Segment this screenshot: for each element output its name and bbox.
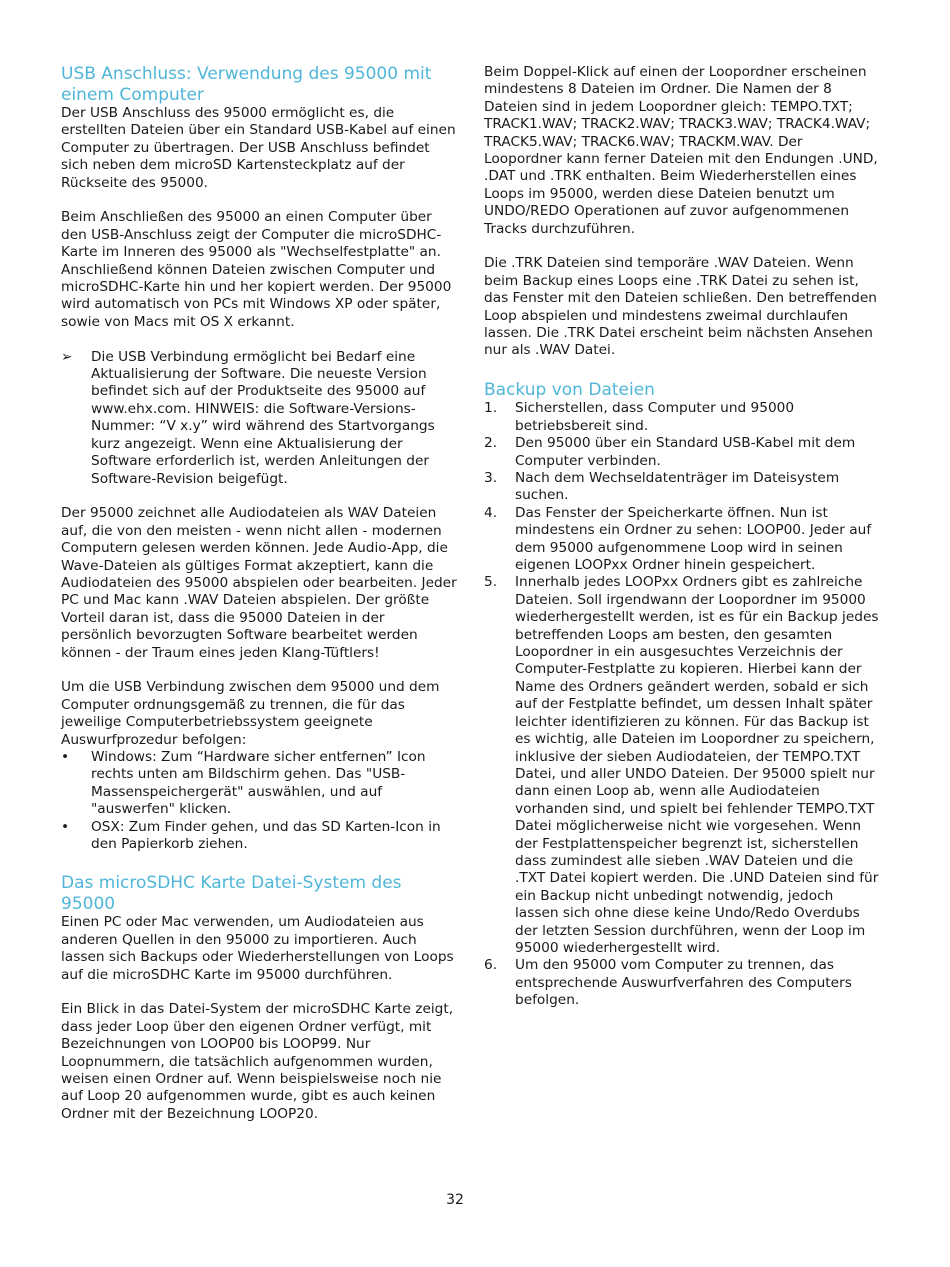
- usb-paragraph-2: Beim Anschließen des 95000 an einen Computer über den USB-Anschluss zeigt der Computer die microSDHC-Karte im Inneren des 95000 als "Wechselfestplatte" an. Anschließend können Dateien zwischen Computer und microSDHC-Karte hin und her kopiert werden. Der 95000 wird automatisch von PCs mit Windows XP oder später, sowie von Macs mit OS X erkannt.: [61, 209, 452, 330]
- backup-heading: Backup von Dateien: [484, 379, 655, 400]
- backup-step: [484, 957, 880, 1009]
- eject-item-text: OSX: Zum Finder gehen, und das SD Karten-Icon in den Papierkorb ziehen.: [91, 818, 441, 852]
- backup-step: [484, 435, 880, 470]
- step-text: Den 95000 über ein Standard USB-Kabel mit dem Computer verbinden.: [515, 435, 856, 469]
- step-number: 4.: [484, 504, 498, 521]
- usb-paragraph-4: Um die USB Verbindung zwischen dem 95000 und dem Computer ordnungsgemäß zu trennen, die für das jeweilige Computerbetriebssystem geeignete Auswurfprozedur befolgen:: [61, 679, 440, 748]
- page-number: 32: [446, 1192, 464, 1208]
- eject-item-windows: [61, 749, 457, 819]
- eject-list: [61, 749, 457, 853]
- backup-steps-list: [484, 400, 880, 1009]
- step-number: 6.: [484, 957, 498, 974]
- usb-note-text: Die USB Verbindung ermöglicht bei Bedarf eine Aktualisierung der Software. Die neueste Version befindet sich auf der Produktseite des 95000 auf www.ehx.com. HINWEIS: die Software-Versions-Nummer: “V x.y” wird während des Startvorgangs kurz angezeigt. Wenn eine Aktualisierung der Software erforderlich ist, werden Anleitungen der Software-Revision beigefügt.: [91, 348, 435, 487]
- backup-step: [484, 505, 880, 575]
- bullet-icon: •: [61, 818, 70, 835]
- usb-paragraph-1: Der USB Anschluss des 95000 ermöglicht es, die erstellten Dateien über ein Standard USB-Kabel auf einen Computer zu übertragen. Der USB Anschluss befindet sich neben dem microSD Kartensteckplatz auf der Rückseite des 95000.: [61, 105, 456, 191]
- step-number: 1.: [484, 400, 498, 417]
- filesystem-paragraph-2: Ein Blick in das Datei-System der microSDHC Karte zeigt, dass jeder Loop über den eigenen Ordner verfügt, mit Bezeichnungen von LOOP00 bis LOOP99. Nur Loopnummern, die tatsächlich aufgenommen wurden, weisen einen Ordner auf. Wenn beispielsweise noch nie auf Loop 20 aufgenommen wurde, gibt es auch keinen Ordner mit der Bezeichnung LOOP20.: [61, 1001, 454, 1122]
- step-text: Sicherstellen, dass Computer und 95000 betriebsbereit sind.: [515, 400, 795, 434]
- usb-heading: USB Anschluss: Verwendung des 95000 mit einem Computer: [61, 64, 432, 105]
- usb-note-list: [61, 349, 457, 488]
- filesystem-paragraph-4: Die .TRK Dateien sind temporäre .WAV Dateien. Wenn beim Backup eines Loops eine .TRK Datei zu sehen ist, das Fenster mit den Dateien schließen. Den betreffenden Loop abspielen und mindestens zweimal durchlaufen lassen. Die .TRK Datei erscheint beim nächsten Ansehen nur als .WAV Datei.: [484, 255, 877, 359]
- right-column: [484, 64, 880, 1010]
- usb-paragraph-3: Der 95000 zeichnet alle Audiodateien als WAV Dateien auf, die von den meisten - wenn nicht allen - modernen Computern gelesen werden können. Jede Audio-App, die Wave-Dateien als gültiges Format akzeptiert, kann die Audiodateien des 95000 abspielen oder bearbeiten. Jeder PC und Mac kann .WAV Dateien abspielen. Der größte Vorteil daran ist, dass die 95000 Dateien in der persönlich bevorzugten Software bearbeitet werden können - der Traum eines jeden Klang-Tüftlers!: [61, 505, 457, 661]
- filesystem-paragraph-3: Beim Doppel-Klick auf einen der Loopordner erscheinen mindestens 8 Dateien im Ordner. Die Namen der 8 Dateien sind in jedem Loopordner gleich: TEMPO.TXT; TRACK1.WAV; TRACK2.WAV; TRACK3.WAV; TRACK4.WAV; TRACK5.WAV; TRACK6.WAV; TRACKM.WAV. Der Loopordner kann ferner Dateien mit den Endungen .UND, .DAT und .TRK enthalten. Beim Wiederherstellen eines Loops im 95000, werden diese Dateien benutzt um UNDO/REDO Operationen auf zuvor aufgenommenen Tracks durchzuführen.: [484, 64, 878, 237]
- backup-step: [484, 470, 880, 505]
- eject-item-osx: [61, 819, 457, 854]
- step-text: Innerhalb jedes LOOPxx Ordners gibt es zahlreiche Dateien. Soll irgendwann der Loopordner im 95000 wiederhergestellt werden, ist es für ein Backup jedes betreffenden Loops am besten, den gesamten Loopordner in ein ausgesuchtes Verzeichnis der Computer-Festplatte zu kopieren. Hierbei kann der Name des Ordners geändert werden, sobald er sich auf der Festplatte befindet, um dessen Inhalt später leichter identifizieren zu können. Für das Backup ist es wichtig, alle Dateien im Loopordner zu speichern, inklusive der sieben Audiodateien, der TEMPO.TXT Datei, und aller UNDO Dateien. Der 95000 spielt nur dann einen Loop ab, wenn alle Audiodateien vorhanden sind, und spielt bei fehlender TEMPO.TXT Datei möglicherweise nicht wie vorgesehen. Wenn der Festplattenspeicher begrenzt ist, sicherstellen dass zumindest alle sieben .WAV Dateien und die .TXT Datei kopiert werden. Die .UND Dateien sind für ein Backup nicht unbedingt notwendig, jedoch lassen sich ohne diese keine Undo/Redo Overdubs der letzten Session durchführen, wenn der Loop im 95000 wiederhergestellt wird.: [515, 574, 879, 956]
- step-number: 3.: [484, 470, 498, 487]
- bullet-icon: •: [61, 748, 70, 765]
- step-text: Um den 95000 vom Computer zu trennen, das entsprechende Auswurfverfahren des Computers befolgen.: [515, 957, 852, 1009]
- filesystem-heading: Das microSDHC Karte Datei-System des 95000: [61, 873, 402, 914]
- filesystem-paragraph-1: Einen PC oder Mac verwenden, um Audiodateien aus anderen Quellen in den 95000 zu importieren. Auch lassen sich Backups oder Wiederherstellungen von Loops auf die microSDHC Karte im 95000 durchführen.: [61, 914, 454, 983]
- arrow-bullet-icon: ➢: [61, 348, 73, 365]
- step-text: Das Fenster der Speicherkarte öffnen. Nun ist mindestens ein Ordner zu sehen: LOOP00. Jeder auf dem 95000 aufgenommene Loop wird in seinen eigenen LOOPxx Ordner hinein gespeichert.: [515, 504, 872, 574]
- step-number: 2.: [484, 435, 498, 452]
- left-column: [61, 64, 457, 1123]
- step-text: Nach dem Wechseldatenträger im Dateisystem suchen.: [515, 470, 840, 504]
- backup-step: [484, 400, 880, 435]
- eject-item-text: Windows: Zum “Hardware sicher entfernen” Icon rechts unten am Bildschirm gehen. Das "USB-Massenspeichergerät" auswählen, und auf "auswerfen" klicken.: [91, 748, 426, 818]
- usb-note-item: [61, 349, 457, 488]
- backup-step: [484, 574, 880, 957]
- step-number: 5.: [484, 574, 498, 591]
